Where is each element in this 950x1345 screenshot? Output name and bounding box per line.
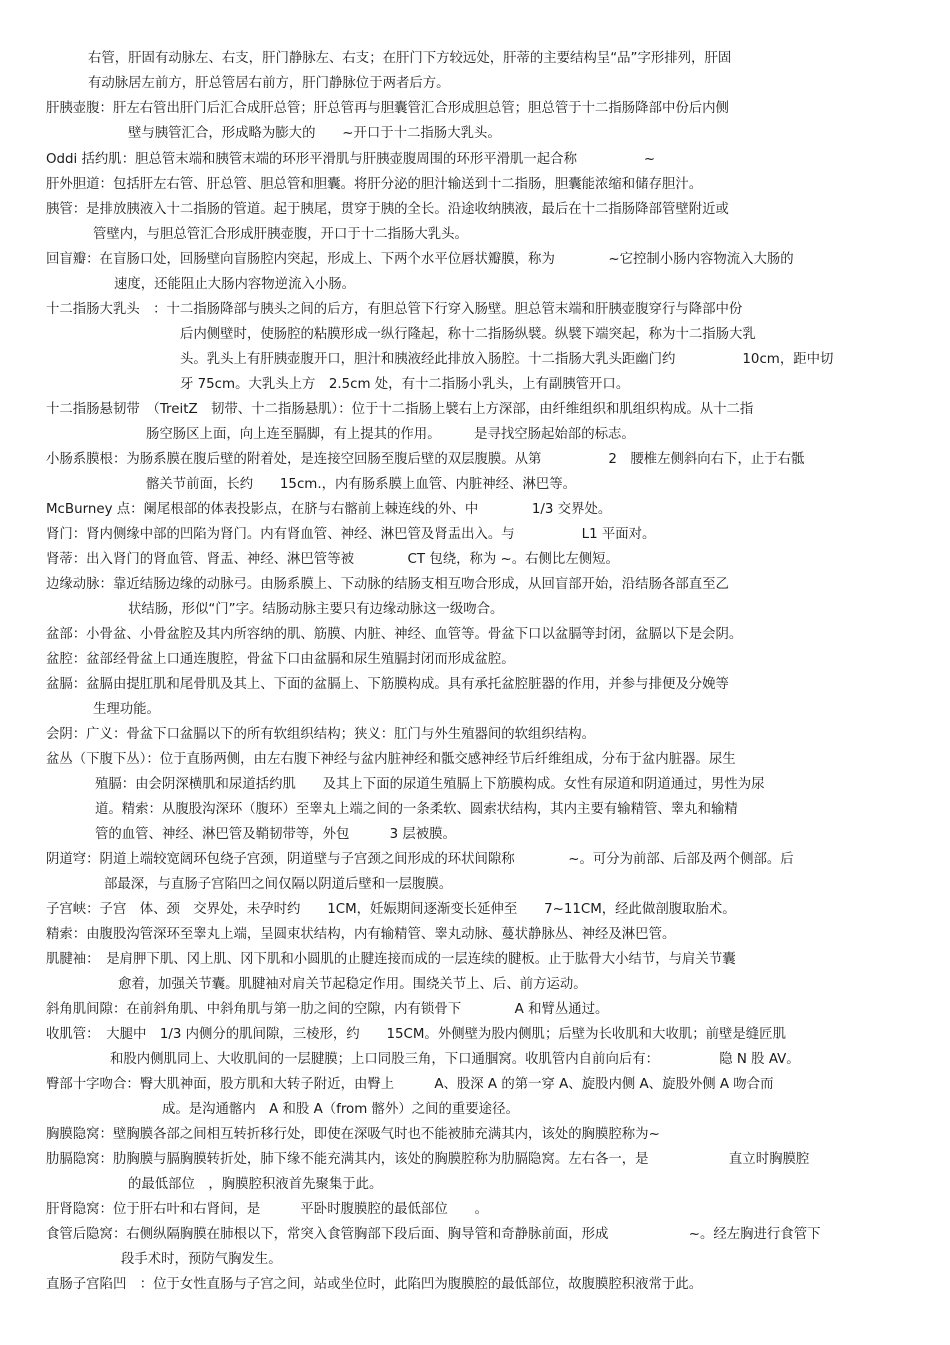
text-line: 管壁内，与胆总管汇合形成肝胰壶腹，开口于十二指肠大乳头。 xyxy=(93,227,468,242)
text-line: 回盲瓣：在盲肠口处，回肠壁向盲肠腔内突起，形成上、下两个水平位唇状瓣膜，称为 ~它控制小肠内容物流入大肠的 xyxy=(46,252,794,267)
text-line: 速度，还能阻止大肠内容物逆流入小肠。 xyxy=(114,277,356,292)
text-line: 肾门：肾内侧缘中部的凹陷为肾门。内有肾血管、神经、淋巴管及肾盂出入。与 L1 平面对。 xyxy=(46,527,656,542)
text-line: 盆腔：盆部经骨盆上口通连腹腔，骨盆下口由盆膈和尿生殖膈封闭而形成盆腔。 xyxy=(46,652,515,667)
text-line: 成。是沟通髂内 A 和股 A（from 髂外）之间的重要途径。 xyxy=(162,1102,519,1117)
text-line: 会阴：广义：骨盆下口盆膈以下的所有软组织结构；狭义：肛门与外生殖器间的软组织结构。 xyxy=(46,727,596,742)
text-line: 十二指肠大乳头 ：十二指肠降部与胰头之间的后方，有胆总管下行穿入肠壁。胆总管末端和肝胰壶腹穿行与降部中份 xyxy=(46,302,743,317)
text-line: 盆部：小骨盆、小骨盆腔及其内所容纳的肌、筋膜、内脏、神经、血管等。骨盆下口以盆膈等封闭，盆膈以下是会阴。 xyxy=(46,627,743,642)
text-line: 髂关节前面，长约 15cm.，内有肠系膜上血管、内脏神经、淋巴等。 xyxy=(146,477,577,492)
text-line: 道。精索：从腹股沟深环（腹环）至睾丸上端之间的一条柔软、圆索状结构，其内主要有输精管、睾丸和输精 xyxy=(95,802,738,817)
text-line: Oddi 括约肌：胆总管末端和胰管末端的环形平滑肌与肝胰壶腹周围的环形平滑肌一起合称 ~ xyxy=(46,152,656,167)
text-line: 臀部十字吻合：臀大肌神面，股方肌和大转子附近，由臀上 A、股深 A 的第一穿 A、旋股内侧 A、旋股外侧 A 吻合而 xyxy=(46,1077,774,1092)
text-line: 状结肠，形似“门”字。结肠动脉主要只有边缘动脉这一级吻合。 xyxy=(128,602,504,617)
text-line: 的最低部位 ，胸膜腔积液首先聚集于此。 xyxy=(128,1177,383,1192)
text-line: 肝肾隐窝：位于肝右叶和右肾间，是 平卧时腹膜腔的最低部位 。 xyxy=(46,1202,488,1217)
text-line: 生理功能。 xyxy=(93,702,160,717)
text-line: McBurney 点：阑尾根部的体表投影点，在脐与右髂前上棘连线的外、中 1/3 交界处。 xyxy=(46,502,612,517)
text-line: 壁与胰管汇合，形成略为膨大的 ~开口于十二指肠大乳头。 xyxy=(128,126,501,141)
text-line: 直肠子宫陷凹 ：位于女性直肠与子宫之间，站或坐位时，此陷凹为腹膜腔的最低部位，故腹膜腔积液常于此。 xyxy=(46,1277,703,1292)
text-line: 胰管：是排放胰液入十二指肠的管道。起于胰尾，贯穿于胰的全长。沿途收纳胰液，最后在十二指肠降部管壁附近或 xyxy=(46,202,729,217)
text-line: 阴道穹：阴道上端较宽阔环包绕子宫颈，阴道壁与子宫颈之间形成的环状间隙称 ~。可分为前部、后部及两个侧部。后 xyxy=(46,852,794,867)
text-line: 小肠系膜根：为肠系膜在腹后壁的附着处，是连接空回肠至腹后壁的双层腹膜。从第 2 腰椎左侧斜向右下，止于右骶 xyxy=(46,452,805,467)
text-line: 管的血管、神经、淋巴管及鞘韧带等，外包 3 层被膜。 xyxy=(95,827,456,842)
text-line: 肝外胆道：包括肝左右管、肝总管、胆总管和胆囊。将肝分泌的胆汁输送到十二指肠，胆囊能浓缩和储存胆汁。 xyxy=(46,177,703,192)
text-line: 愈着，加强关节囊。肌腱袖对肩关节起稳定作用。围绕关节上、后、前方运动。 xyxy=(118,977,587,992)
text-line: 殖膈：由会阴深横肌和尿道括约肌 及其上下面的尿道生殖膈上下筋膜构成。女性有尿道和阴道通过，男性为尿 xyxy=(95,777,765,792)
text-line: 右管，肝固有动脉左、右支，肝门静脉左、右支；在肝门下方较远处，肝蒂的主要结构呈“品”字形排列，肝固 xyxy=(88,51,732,66)
text-line: 肋膈隐窝：肋胸膜与膈胸膜转折处，肺下缘不能充满其内，该处的胸膜腔称为肋膈隐窝。左右各一，是 直立时胸膜腔 xyxy=(46,1152,810,1167)
text-line: 子宫峡：子宫 体、颈 交界处，未孕时约 1CM，妊娠期间逐渐变长延伸至 7~11CM，经此做剖腹取胎术。 xyxy=(46,902,736,917)
text-line: 部最深，与直肠子宫陷凹之间仅隔以阴道后壁和一层腹膜。 xyxy=(104,877,453,892)
text-line: 胸膜隐窝：壁胸膜各部之间相互转折移行处，即使在深吸气时也不能被肺充满其内，该处的胸膜腔称为~ xyxy=(46,1127,660,1142)
text-line: 精索：由腹股沟管深环至睾丸上端，呈圆束状结构，内有输精管、睾丸动脉、蔓状静脉丛、神经及淋巴管。 xyxy=(46,927,676,942)
text-line: 后内侧壁时，使肠腔的粘膜形成一纵行隆起，称十二指肠纵襞。纵襞下端突起，称为十二指肠大乳 xyxy=(180,327,756,342)
text-line: 食管后隐窝：右侧纵隔胸膜在肺根以下，常突入食管胸部下段后面、胸导管和奇静脉前面，形成 ~。经左胸进行食管下 xyxy=(46,1227,821,1242)
text-line: 肾蒂：出入肾门的肾血管、肾盂、神经、淋巴管等被 CT 包绕，称为 ~。右侧比左侧短。 xyxy=(46,552,619,567)
text-line: 和股内侧肌同上、大收肌间的一层腱膜；上口同股三角，下口通腘窝。收肌管内自前向后有： 隐 N 股 AV。 xyxy=(110,1052,800,1067)
text-line: 收肌管： 大腿中 1/3 内侧分的肌间隙，三棱形，约 15CM。外侧壁为股内侧肌；后壁为长收肌和大收肌；前壁是缝匠肌 xyxy=(46,1027,786,1042)
text-line: 十二指肠悬韧带 （TreitZ 韧带、十二指肠悬肌）：位于十二指肠上襞右上方深部，由纤维组织和肌组织构成。从十二指 xyxy=(46,402,754,417)
text-line: 边缘动脉：靠近结肠边缘的动脉弓。由肠系膜上、下动脉的结肠支相互吻合形成，从回盲部开始，沿结肠各部直至乙 xyxy=(46,577,729,592)
text-line: 段手术时，预防气胸发生。 xyxy=(121,1252,282,1267)
text-line: 有动脉居左前方，肝总管居右前方，肝门静脉位于两者后方。 xyxy=(88,76,450,91)
text-line: 盆膈：盆膈由提肛肌和尾骨肌及其上、下面的盆膈上、下筋膜构成。具有承托盆腔脏器的作用，并参与排便及分娩等 xyxy=(46,677,729,692)
text-line: 盆丛（下腹下丛）：位于直肠两侧，由左右腹下神经与盆内脏神经和骶交感神经节后纤维组成，分布于盆内脏器。尿生 xyxy=(46,752,736,767)
text-line: 肝胰壶腹：肝左右管出肝门后汇合成肝总管；肝总管再与胆囊管汇合形成胆总管；胆总管于十二指肠降部中份后内侧 xyxy=(46,101,729,116)
text-line: 斜角肌间隙：在前斜角肌、中斜角肌与第一肋之间的空隙，内有锁骨下 A 和臂丛通过。 xyxy=(46,1002,609,1017)
text-line: 头。乳头上有肝胰壶腹开口，胆汁和胰液经此排放入肠腔。十二指肠大乳头距幽门约 10cm，距中切 xyxy=(180,352,834,367)
text-line: 肌腱袖： 是肩胛下肌、冈上肌、冈下肌和小圆肌的止腱连接而成的一层连续的腱板。止于肱骨大小结节，与肩关节囊 xyxy=(46,952,736,967)
text-line: 肠空肠区上面，向上连至膈脚，有上提其的作用。 是寻找空肠起始部的标志。 xyxy=(146,427,635,442)
text-line: 牙 75cm。大乳头上方 2.5cm 处，有十二指肠小乳头，上有副胰管开口。 xyxy=(180,377,630,392)
